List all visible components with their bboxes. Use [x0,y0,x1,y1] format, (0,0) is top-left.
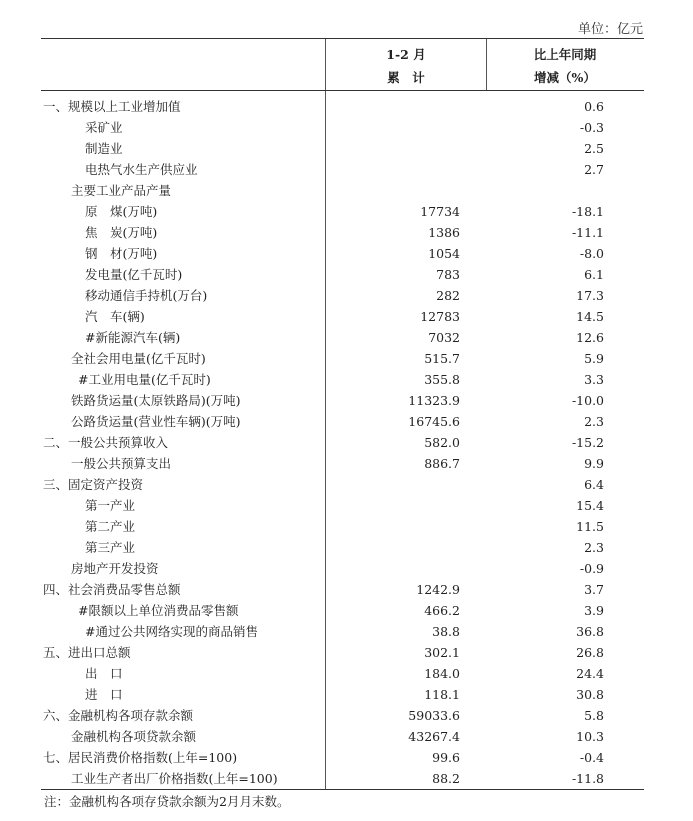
table-row [41,474,644,495]
row-cumulative: 7032 [428,330,460,345]
row-change: 3.9 [584,603,604,618]
row-cumulative: 88.2 [432,771,460,786]
row-change: 26.8 [576,645,604,660]
table-row [41,159,644,180]
row-change: 30.8 [576,687,604,702]
row-change: 24.4 [576,666,604,681]
row-label: 六、金融机构各项存款余额 [43,708,194,723]
row-change: -11.1 [571,225,604,240]
row-change: 17.3 [576,288,604,303]
row-change: 6.4 [584,477,604,492]
row-cumulative: 38.8 [432,624,460,639]
table-row [41,537,644,558]
row-label: 移动通信手持机(万台) [85,288,208,303]
stats-table [41,38,644,790]
row-label: #工业用电量(亿千瓦时) [78,372,211,387]
header-change [486,39,644,90]
table-row [41,264,644,285]
table-row [41,369,644,390]
row-label: #限额以上单位消费品零售额 [78,603,239,618]
header-change-line2: 增减（%） [534,70,596,85]
table-row [41,726,644,747]
row-label: 原 煤(万吨) [85,204,158,219]
row-label: 工业生产者出厂价格指数(上年=100) [71,771,278,786]
table-row [41,600,644,621]
table-body [41,91,644,790]
table-row [41,516,644,537]
row-cumulative: 302.1 [424,645,460,660]
table-row [41,621,644,642]
row-cumulative: 1242.9 [416,582,460,597]
row-change: 2.3 [584,414,604,429]
header-change-line1: 比上年同期 [533,47,597,62]
row-change: 6.1 [584,267,604,282]
row-cumulative: 17734 [420,204,460,219]
row-label: 金融机构各项贷款余额 [71,729,197,744]
row-label: 主要工业产品产量 [71,183,172,198]
row-label: 制造业 [85,141,123,156]
row-label: 发电量(亿千瓦时) [85,267,183,282]
table-row [41,180,644,201]
table-row [41,747,644,768]
row-cumulative: 282 [436,288,460,303]
row-change: 14.5 [576,309,604,324]
row-cumulative: 184.0 [424,666,460,681]
row-cumulative: 886.7 [424,456,460,471]
row-label: 一般公共预算支出 [71,456,172,471]
row-label: 焦 炭(万吨) [85,225,158,240]
row-change: 2.3 [584,540,604,555]
table-row [41,327,644,348]
row-label: 汽 车(辆) [85,309,145,324]
header-cumulative-line1: 1-2 月 [386,47,426,62]
row-label: 房地产开发投资 [71,561,159,576]
row-cumulative: 11323.9 [408,393,460,408]
row-label: 四、社会消费品零售总额 [43,582,181,597]
row-change: -0.4 [579,750,604,765]
row-change: -0.3 [579,120,604,135]
row-change: 5.8 [584,708,604,723]
row-label: 第一产业 [85,498,136,513]
row-change: -0.9 [579,561,604,576]
table-row [41,243,644,264]
row-label: 第三产业 [85,540,136,555]
row-change: 2.7 [584,162,604,177]
table-row [41,117,644,138]
row-label: #通过公共网络实现的商品销售 [85,624,258,639]
row-label: #新能源汽车(辆) [85,330,181,345]
row-label: 七、居民消费价格指数(上年=100) [43,750,238,765]
row-label: 进 口 [85,687,123,702]
table-header [41,39,644,91]
row-cumulative: 515.7 [424,351,460,366]
row-change: -18.1 [571,204,604,219]
table-row [41,705,644,726]
table-row [41,348,644,369]
row-cumulative: 1054 [428,246,460,261]
header-cumulative-line2: 累 计 [387,70,425,85]
row-label: 全社会用电量(亿千瓦时) [71,351,206,366]
row-change: -15.2 [571,435,604,450]
table-row [41,138,644,159]
table-row [41,453,644,474]
row-cumulative: 355.8 [424,372,460,387]
row-cumulative: 466.2 [424,603,460,618]
row-cumulative: 783 [436,267,460,282]
footnote: 注：金融机构各项存贷款余额为2月月末数。 [44,794,290,809]
row-cumulative: 59033.6 [408,708,460,723]
row-change: 15.4 [576,498,604,513]
table-row [41,495,644,516]
row-cumulative: 582.0 [424,435,460,450]
table-row [41,222,644,243]
row-label: 第二产业 [85,519,136,534]
table-row [41,96,644,117]
table-row [41,558,644,579]
row-label: 二、一般公共预算收入 [43,435,169,450]
row-change: -8.0 [579,246,604,261]
row-label: 一、规模以上工业增加值 [43,99,181,114]
row-change: 10.3 [576,729,604,744]
row-label: 钢 材(万吨) [85,246,158,261]
row-change: 3.7 [584,582,604,597]
header-cumulative [325,39,487,90]
row-cumulative: 118.1 [424,687,460,702]
row-change: 3.3 [584,372,604,387]
table-row [41,768,644,789]
row-cumulative: 12783 [420,309,460,324]
row-label: 采矿业 [85,120,123,135]
row-change: -11.8 [571,771,604,786]
table-row [41,579,644,600]
row-change: 12.6 [576,330,604,345]
row-change: 36.8 [576,624,604,639]
table-row [41,432,644,453]
unit-label: 单位：亿元 [577,22,643,37]
row-label: 电热气水生产供应业 [85,162,198,177]
row-cumulative: 16745.6 [408,414,460,429]
table-row [41,285,644,306]
row-change: 5.9 [584,351,604,366]
row-change: 0.6 [584,99,604,114]
row-cumulative: 1386 [428,225,460,240]
row-change: 2.5 [584,141,604,156]
row-change: -10.0 [571,393,604,408]
row-change: 11.5 [576,519,604,534]
table-row [41,390,644,411]
table-row [41,684,644,705]
row-change: 9.9 [584,456,604,471]
row-label: 五、进出口总额 [43,645,131,660]
row-label: 出 口 [85,666,123,681]
table-row [41,642,644,663]
row-label: 铁路货运量(太原铁路局)(万吨) [71,393,241,408]
table-row [41,201,644,222]
row-cumulative: 43267.4 [408,729,460,744]
table-row [41,306,644,327]
row-label: 三、固定资产投资 [43,477,144,492]
row-cumulative: 99.6 [432,750,460,765]
table-row [41,663,644,684]
row-label: 公路货运量(营业性车辆)(万吨) [71,414,241,429]
table-row [41,411,644,432]
